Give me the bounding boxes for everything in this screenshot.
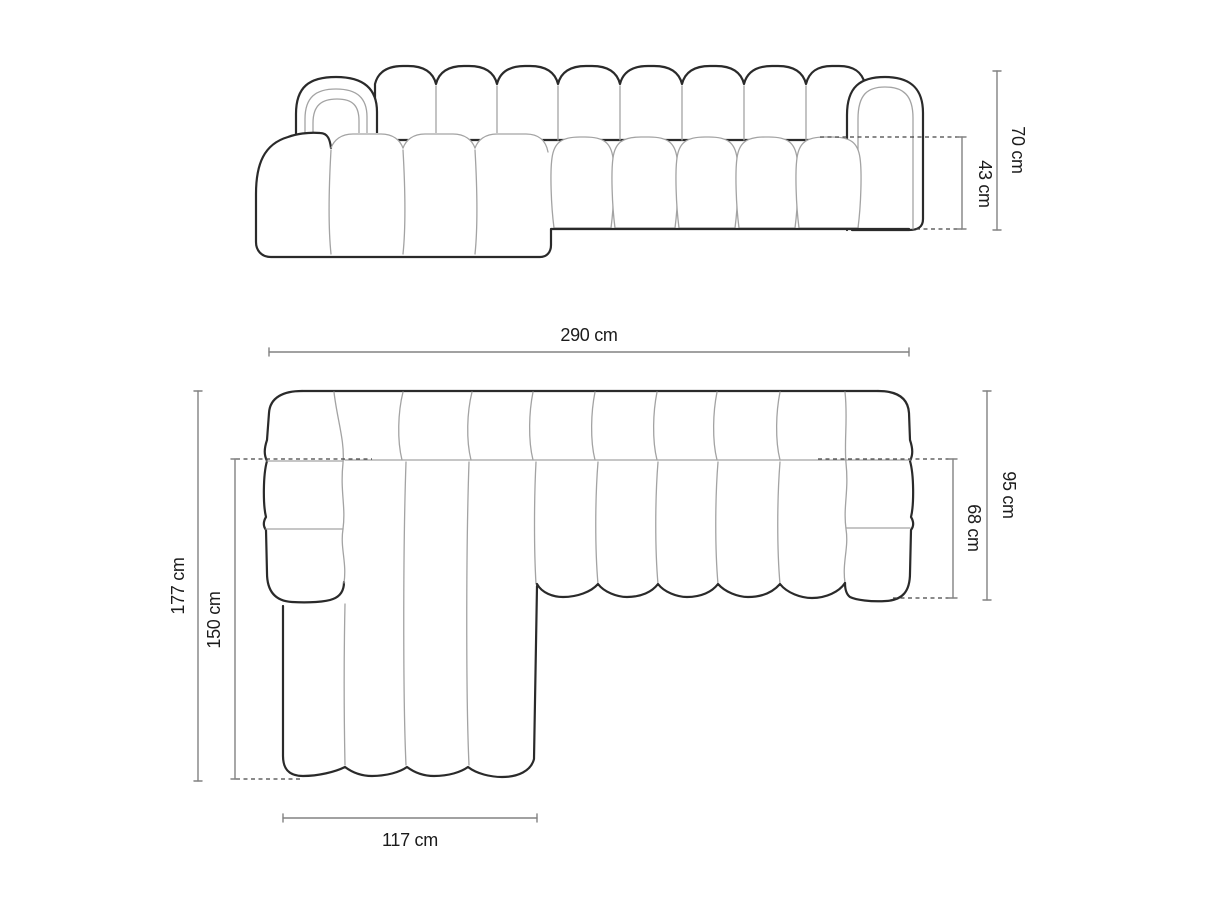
plan-left-arm-outline <box>264 391 344 602</box>
seat-cushion <box>612 137 678 228</box>
top-view <box>168 325 1019 850</box>
total-height-dimension <box>993 71 1028 230</box>
seat-cushions <box>551 137 861 228</box>
plan-backrest-channel-lines <box>399 392 780 460</box>
total-width-dimension <box>269 325 909 356</box>
chaise-depth-label: 150 cm <box>204 591 224 649</box>
seat-cushion <box>736 137 798 228</box>
plan-chaise-channel-lines <box>344 462 469 765</box>
front-view <box>256 66 1028 257</box>
plan-left-arm-inner-line <box>334 392 345 583</box>
plan-seat-channel-lines <box>535 462 781 584</box>
seat-cushion <box>796 137 861 228</box>
total-depth-label: 177 cm <box>168 557 188 615</box>
chaise-width-label: 117 cm <box>382 830 438 850</box>
seat-depth-label: 68 cm <box>964 504 984 552</box>
chaise-width-dimension <box>283 814 537 850</box>
seat-height-label: 43 cm <box>975 160 995 208</box>
plan-right-arm-inner-line <box>844 392 847 583</box>
total-depth-dimension <box>168 391 202 781</box>
seat-cushion <box>676 137 738 228</box>
total-height-label: 70 cm <box>1008 126 1028 174</box>
plan-right-arm-outline <box>845 391 913 601</box>
seat-cushion <box>551 137 614 228</box>
plan-seat-front-edge <box>537 583 845 598</box>
body-depth-label: 95 cm <box>999 471 1019 519</box>
body-depth-dimension <box>983 391 1019 600</box>
plan-chaise-outline <box>283 586 537 777</box>
chaise-depth-dimension <box>204 459 372 779</box>
total-width-label: 290 cm <box>560 325 618 345</box>
